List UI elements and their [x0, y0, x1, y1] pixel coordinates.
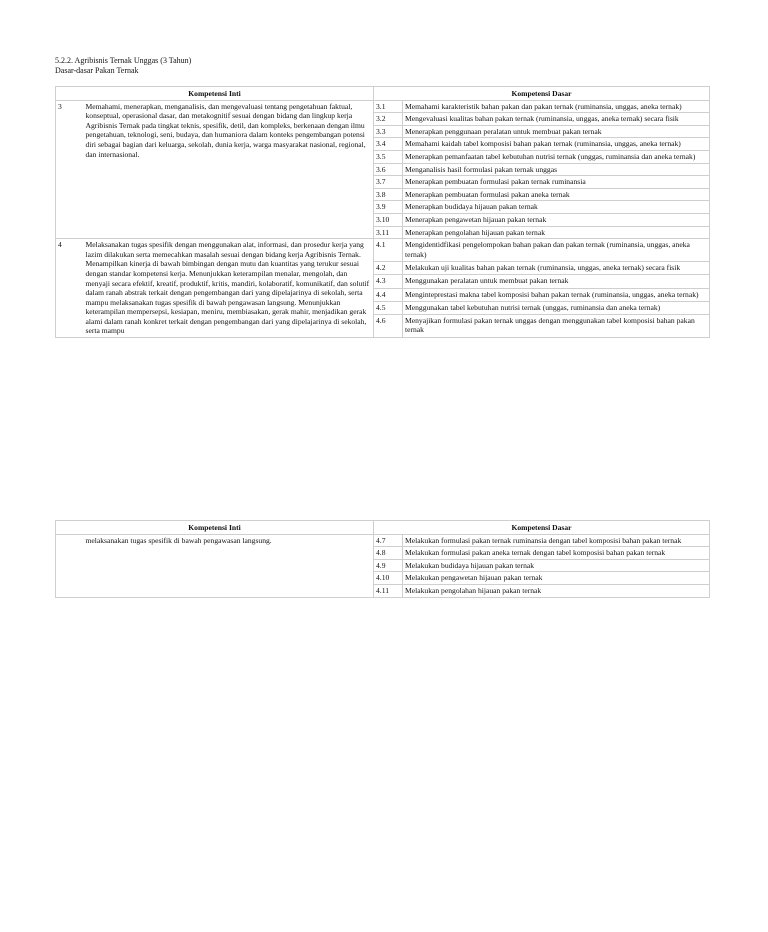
- ki-description: Memahami, menerapkan, menganalisis, dan mengevaluasi tentang pengetahuan faktual, konseptual, operasional dasar, dan metakognitif sesuai dengan bidang dan lingkup kerja Agribisnis Ternak pada tingkat teknis, spesifik, detil, dan kompleks, berkenaan dengan ilmu pengetahuan, teknologi, seni, budaya, dan humaniora dalam konteks pengembangan potensi diri sebagai bagian dari keluarga, sekolah, dunia kerja, warga masyarakat nasional, regional, dan internasional.: [84, 100, 374, 239]
- kd-number: 4.10: [374, 572, 403, 585]
- kd-description: Menerapkan pemanfaatan tabel kebutuhan nutrisi ternak (unggas, ruminansia dan aneka ternak): [403, 150, 710, 163]
- document-header: [55, 56, 191, 76]
- kd-description: Menerapkan penggunaan peralatan untuk membuat pakan ternak: [403, 125, 710, 138]
- kd-description: Melakukan formulasi pakan aneka ternak dengan tabel komposisi bahan pakan ternak: [403, 547, 710, 560]
- kd-description: Melakukan formulasi pakan ternak ruminansia dengan tabel komposisi bahan pakan ternak: [403, 534, 710, 547]
- kd-number: 4.9: [374, 559, 403, 572]
- kd-description: Melakukan uji kualitas bahan pakan ternak (ruminansia, unggas, aneka ternak) secara fisik: [403, 262, 710, 275]
- kd-description: Mengidentidfikasi pengelompokan bahan pakan dan pakan ternak (ruminansia, unggas, aneka ternak): [403, 239, 710, 262]
- kd-description: Menginteprestasi makna tabel komposisi bahan pakan ternak (ruminansia, unggas, aneka ternak): [403, 288, 710, 301]
- kd-number: 4.8: [374, 547, 403, 560]
- column-header-kompetensi-dasar: Kompetensi Dasar: [374, 521, 710, 535]
- kd-description: Menerapkan pengolahan hijauan pakan ternak: [403, 226, 710, 239]
- kd-number: 3.1: [374, 100, 403, 113]
- ki-number: 3: [56, 100, 84, 239]
- ki-number: [56, 534, 84, 597]
- competency-table-2: [55, 520, 710, 598]
- kd-number: 4.4: [374, 288, 403, 301]
- kd-number: 3.11: [374, 226, 403, 239]
- kd-number: 3.2: [374, 113, 403, 126]
- kd-description: Menggunakan tabel kebutuhan nutrisi ternak (unggas, ruminansia dan aneka ternak): [403, 301, 710, 314]
- section-subtitle: Dasar-dasar Pakan Ternak: [55, 66, 139, 75]
- ki-description: melaksanakan tugas spesifik di bawah pengawasan langsung.: [84, 534, 374, 597]
- table-row: [56, 239, 710, 262]
- table-row: [56, 100, 710, 113]
- kd-number: 4.7: [374, 534, 403, 547]
- kd-description: Menggunakan peralatan untuk membuat pakan ternak: [403, 275, 710, 288]
- kd-number: 4.5: [374, 301, 403, 314]
- kd-description: Melakukan budidaya hijauan pakan ternak: [403, 559, 710, 572]
- kd-number: 4.1: [374, 239, 403, 262]
- kd-description: Memahami kaidah tabel komposisi bahan pakan ternak (ruminansia, unggas, aneka ternak): [403, 138, 710, 151]
- kd-number: 3.4: [374, 138, 403, 151]
- kd-description: Memahami karakteristik bahan pakan dan pakan ternak (ruminansia, unggas, aneka ternak): [403, 100, 710, 113]
- kd-description: Melakukan pengawetan hijauan pakan ternak: [403, 572, 710, 585]
- ki-description: Melaksanakan tugas spesifik dengan menggunakan alat, informasi, dan prosedur kerja yang lazim dilakukan serta memecahkan masalah sesuai dengan bidang kerja Agribisnis Ternak. Menampilkan kinerja di bawah bimbingan dengan mutu dan kuantitas yang terukur sesuai dengan standar kompetensi kerja. Menunjukkan keterampilan menalar, mengolah, dan menyaji secara efektif, kreatif, produktif, kritis, mandiri, kolaboratif, komunikatif, dan solutif dalam ranah abstrak terkait dengan pengembangan dari yang dipelajarinya di sekolah, serta mampu melaksanakan tugas spesifik di bawah pengawasan langsung. Menunjukkan keterampilan mempersepsi, kesiapan, meniru, membiasakan, gerak mahir, menjadikan gerak alami dalam ranah konkret terkait dengan pengembangan dari yang dipelajarinya di sekolah, serta mampu: [84, 239, 374, 338]
- kd-description: Menerapkan pembuatan formulasi pakan aneka ternak: [403, 188, 710, 201]
- kd-description: Menerapkan pengawetan hijauan pakan ternak: [403, 213, 710, 226]
- kd-description: Melakukan pengolahan hijauan pakan ternak: [403, 584, 710, 597]
- kd-number: 3.6: [374, 163, 403, 176]
- kd-description: Menyajikan formulasi pakan ternak unggas dengan menggunakan tabel komposisi bahan pakan ternak: [403, 314, 710, 337]
- competency-table-1: [55, 86, 710, 338]
- kd-number: 4.6: [374, 314, 403, 337]
- kd-number: 3.5: [374, 150, 403, 163]
- kd-number: 4.3: [374, 275, 403, 288]
- section-title: 5.2.2. Agribisnis Ternak Unggas (3 Tahun): [55, 56, 192, 65]
- table-body: [56, 100, 710, 337]
- table-header-row: [56, 87, 710, 101]
- kd-number: 3.7: [374, 176, 403, 189]
- kd-number: 3.3: [374, 125, 403, 138]
- kd-description: Menerapkan budidaya hijauan pakan ternak: [403, 201, 710, 214]
- kd-description: Menganalisis hasil formulasi pakan ternak unggas: [403, 163, 710, 176]
- table-body: [56, 534, 710, 597]
- column-header-kompetensi-inti: Kompetensi Inti: [56, 87, 374, 101]
- kd-number: 3.10: [374, 213, 403, 226]
- kd-number: 4.2: [374, 262, 403, 275]
- column-header-kompetensi-dasar: Kompetensi Dasar: [374, 87, 710, 101]
- column-header-kompetensi-inti: Kompetensi Inti: [56, 521, 374, 535]
- table-row: [56, 534, 710, 547]
- ki-number: 4: [56, 239, 84, 338]
- kd-description: Menerapkan pembuatan formulasi pakan ternak ruminansia: [403, 176, 710, 189]
- kd-number: 3.9: [374, 201, 403, 214]
- kd-number: 4.11: [374, 584, 403, 597]
- table-header-row: [56, 521, 710, 535]
- kd-description: Mengevaluasi kualitas bahan pakan ternak (ruminansia, unggas, aneka ternak) secara fisik: [403, 113, 710, 126]
- kd-number: 3.8: [374, 188, 403, 201]
